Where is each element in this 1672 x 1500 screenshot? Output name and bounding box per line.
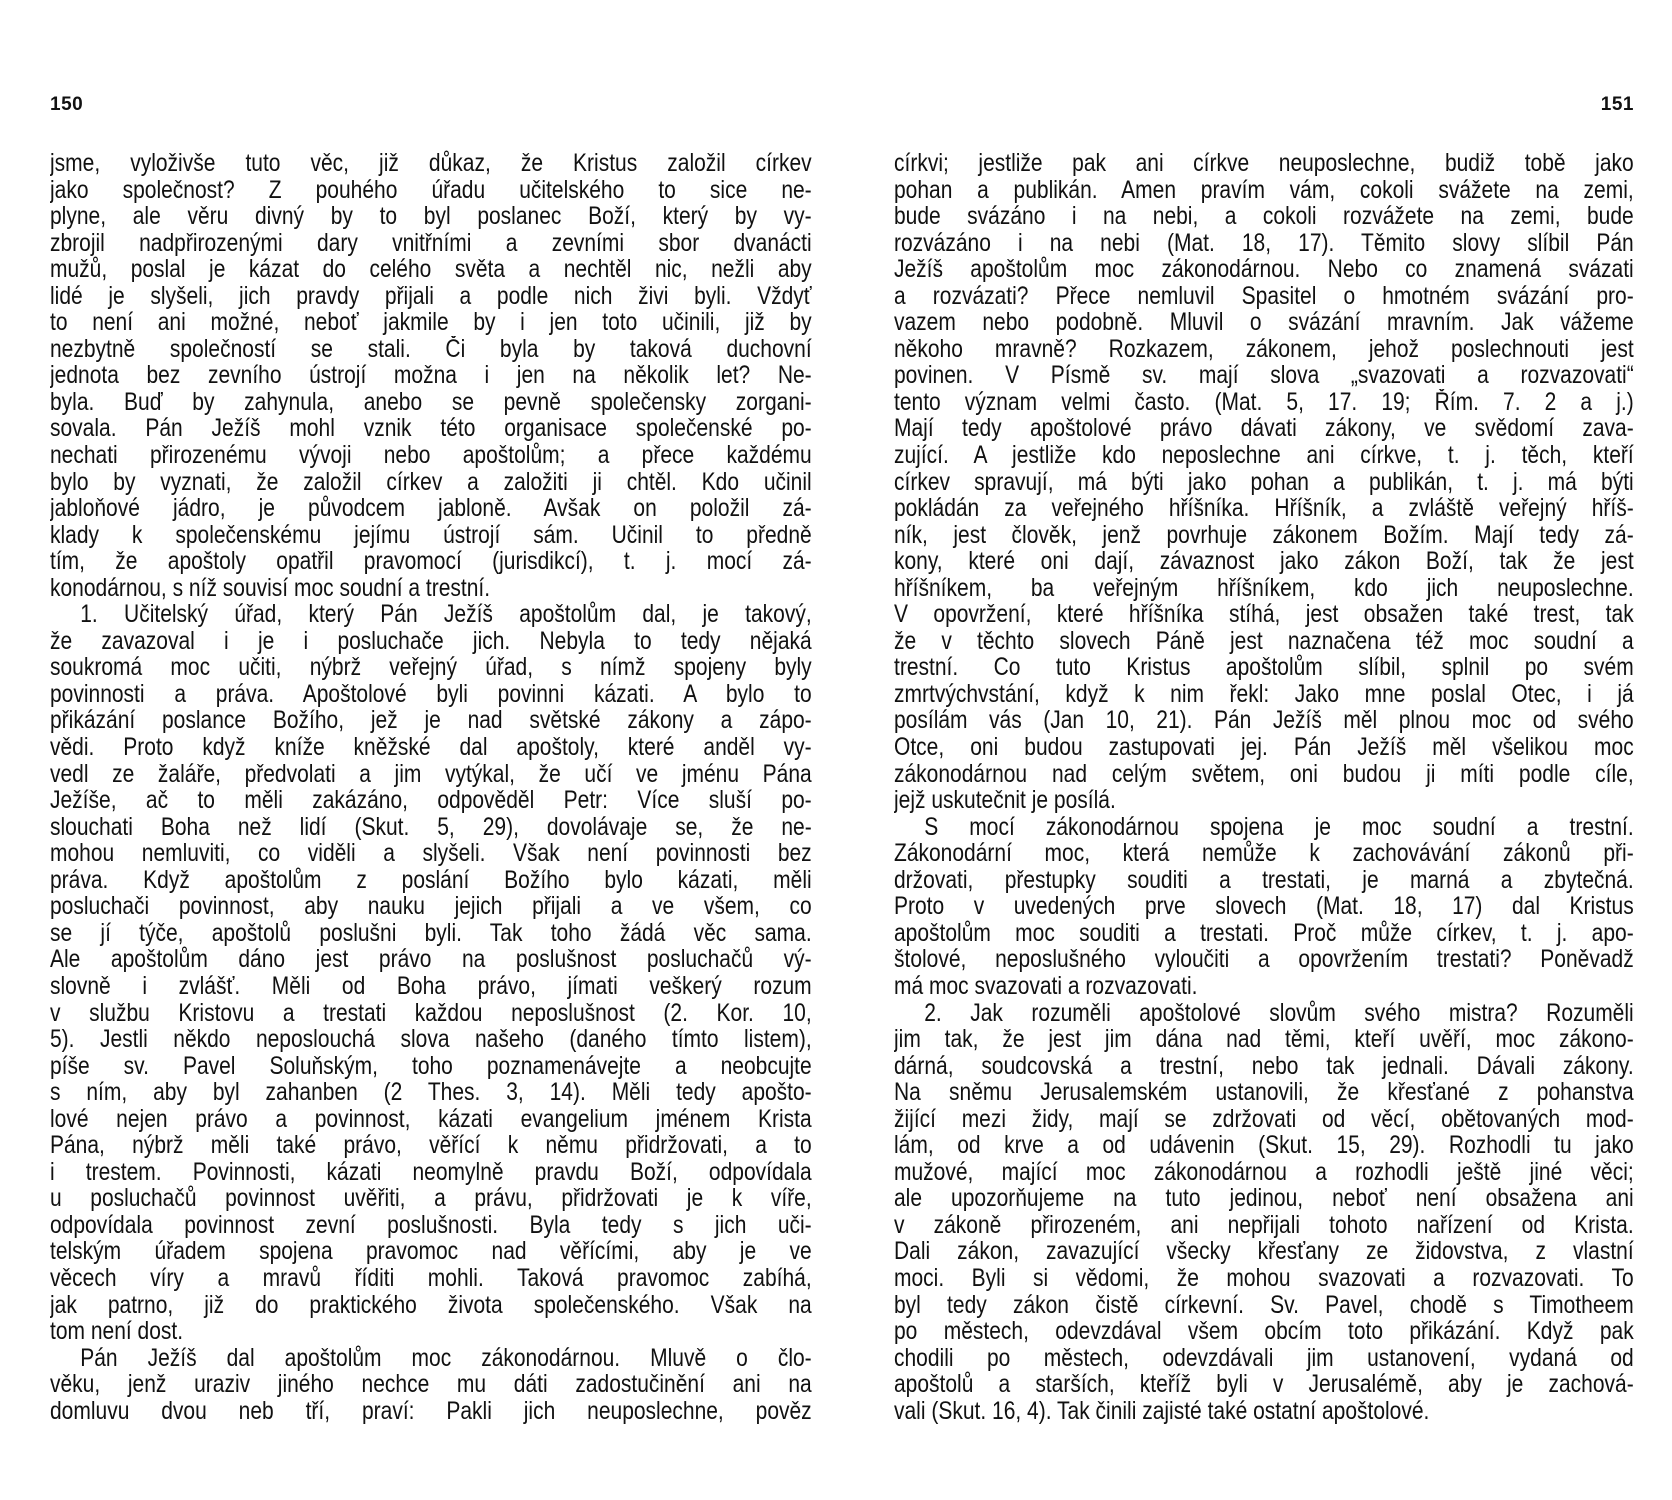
text-line: telským úřadem spojena pravomoc nad věřícími, aby je ve [50,1238,812,1265]
text-line: u posluchačů povinnost uvěřiti, a právu, přidržovati je k víře, [50,1185,812,1212]
text-line: S mocí zákonodárnou spojena je moc soudní a trestní. [924,813,1634,841]
text-line: vědi. Proto když kníže kněžské dal apoštoly, které anděl vy- [50,734,812,761]
text-line: někoho mravně? Rozkazem, zákonem, jehož poslechnouti jest [894,335,1634,363]
text-line: apoštolům moc souditi a trestati. Proč může církev, t. j. apo- [894,919,1634,947]
text-line: 1. Učitelský úřad, který Pán Ježíš apoštolům dal, je takový, [80,601,812,628]
text-line: Ježíše, ač to měli zakázáno, odpověděl Petr: Více sluší po- [50,787,812,814]
text-line: Pán Ježíš dal apoštolům moc zákonodárnou. Mluvě o člo- [80,1344,812,1372]
text-line: jako společnost? Z pouhého úřadu učitelského to sice ne- [50,176,812,204]
text-line: Na sněmu Jerusalemském ustanovili, že křesťané z pohanstva [894,1079,1634,1106]
text-line: a rozvázati? Přece nemluvil Spasitel o hmotném svázání pro- [894,282,1634,310]
text-line: hříšníkem, ba veřejným hříšníkem, kdo jich neuposlechne. [894,574,1634,602]
text-line: nezbytně společností se stali. Či byla by taková duchovní [50,335,812,363]
right-page-number: 151 [1600,94,1634,115]
text-line: kony, které oni dají, závaznost jako zákon Boží, tak že jest [894,548,1634,575]
text-line: nechati přirozenému vývoji nebo apoštolům; a přece každému [50,442,812,469]
text-line: se jí týče, apoštolů poslušni byli. Tak toho žádá věc sama. [50,919,812,947]
text-line: štolové, neposlušného vyloučiti a opovržením trestati? Poněvadž [894,946,1634,973]
text-line: 5). Jestli někdo neposlouchá slova našeho (daného tímto listem), [50,1026,812,1053]
text-line: pohan a publikán. Amen pravím vám, cokoli svážete na zemi, [894,176,1634,204]
text-line: že v těchto slovech Páně jest naznačena též moc soudní a [894,627,1634,655]
text-line: Dali zákon, zavazující všecky křesťany ze židovstva, z vlastní [894,1238,1634,1265]
text-line: tom není dost. [50,1318,184,1345]
text-line: mužové, mající moc zákonodárnou a rozhodli ještě jiné věci; [894,1158,1634,1186]
text-line: Ale apoštolům dáno jest právo na poslušnost posluchačů vý- [50,946,812,973]
left-page-number: 150 [50,94,84,115]
text-line: byla. Buď by zahynula, anebo se pevně společensky zorgani- [50,388,812,416]
text-line: píše sv. Pavel Soluňským, toho poznamenávejte a neobcujte [50,1052,812,1080]
text-line: jednota bez zevního ústrojí možna i jen na několik let? Ne- [50,362,812,389]
text-line: ale upozorňujeme na tuto jedinou, neboť není obsažena ani [894,1185,1634,1212]
text-line: jim tak, že jest jim dána nad těmi, kteří uvěří, moc zákono- [894,1026,1634,1053]
text-line: že zavazoval i je i posluchače jich. Nebyla to tedy nějaká [50,627,812,655]
text-line: V opovržení, které hříšníka stíhá, jest obsažen také trest, tak [894,601,1634,628]
text-line: to není ani možné, neboť jakmile by i jen toto učinili, již by [50,309,812,336]
text-line: mohou nemluviti, co viděli a slyšeli. Však není povinnosti bez [50,840,812,867]
text-line: věcech víry a mravů říditi mohli. Taková pravomoc zabíhá, [50,1264,812,1292]
text-line: mužů, poslal je kázat do celého světa a nechtěl nic, nežli aby [50,256,812,283]
text-line: církvi; jestliže pak ani církve neuposlechne, budiž tobě jako [894,150,1634,177]
text-line: Otce, oni budou zastupovati jej. Pán Ježíš měl všelikou moc [894,734,1634,761]
text-line: jak patrno, již do praktického života společenského. Však na [50,1291,812,1319]
text-line: rozvázáno i na nebi (Mat. 18, 17). Těmito slovy slíbil Pán [894,229,1634,257]
text-line: soukromá moc učiti, nýbrž veřejný úřad, s nímž spojeny byly [50,654,812,681]
text-line: chodili po městech, odevzdávali jim ustanovení, vydaná od [894,1344,1634,1372]
text-line: má moc svazovati a rozvazovati. [894,972,1198,1000]
text-line: držovati, přestupky souditi a trestati, je marná a zbytečná. [894,866,1634,894]
text-line: slouchati Boha než lidí (Skut. 5, 29), dovolávaje se, že ne- [50,813,812,841]
text-line: posílám vás (Jan 10, 21). Pán Ježíš měl plnou moc od svého [894,707,1634,735]
text-line: vedl ze žaláře, předvolati a jim vytýkal, že učí ve jménu Pána [50,760,812,788]
text-line: klady k společenskému jejímu ústrojí sám. Učinil to předně [50,521,812,549]
text-line: tento význam velmi často. (Mat. 5, 17. 19; Řím. 7. 2 a j.) [894,388,1634,416]
text-line: sovala. Pán Ježíš mohl vznik této organisace společenské po- [50,415,812,443]
text-line: vali (Skut. 16, 4). Tak činili zajisté také ostatní apoštolové. [894,1397,1430,1425]
text-line: v zákoně přirozeném, ani nepřijali tohoto nařízení od Krista. [894,1211,1634,1239]
text-line: Proto v uvedených prve slovech (Mat. 18, 17) dal Kristus [894,893,1634,920]
text-line: 2. Jak rozuměli apoštolové slovům svého mistra? Rozuměli [924,999,1634,1027]
text-line: v službu Kristovu a trestati každou neposlušnost (2. Kor. 10, [50,999,812,1027]
text-line: Mají tedy apoštolové právo dávati zákony, ve svědomí zava- [894,415,1634,443]
text-line: i trestem. Povinnosti, kázati neomylně pravdu Boží, odpovídala [50,1158,812,1186]
text-line: byl tedy zákon čistě církevní. Sv. Pavel, chodě s Timotheem [894,1291,1634,1319]
text-line: slovně i zvlášť. Měli od Boha právo, jímati veškerý rozum [50,972,812,1000]
text-line: apoštolů a starších, kteříž byli v Jerusalémě, aby je zachová- [894,1371,1634,1398]
text-line: plyne, ale věru divný by to byl poslanec Boží, který by vy- [50,203,812,230]
text-line: lám, od krve a od udávenin (Skut. 15, 29). Rozhodli tu jako [894,1132,1634,1159]
text-line: s ním, aby byl zahanben (2 Thes. 3, 14). Měli tedy apošto- [50,1079,812,1106]
text-line: dárná, soudcovská a trestní, nebo tak jednali. Dávali zákony. [894,1052,1634,1080]
text-line: práva. Když apoštolům z poslání Božího bylo kázati, měli [50,866,812,894]
text-line: zbrojil nadpřirozenými dary vnitřními a zevními sbor dvanácti [50,229,812,257]
text-line: církev spravují, má býti jako pohan a publikán, t. j. má býti [894,468,1634,496]
text-line: trestní. Co tuto Kristus apoštolům slíbil, splnil po svém [894,654,1634,681]
text-line: ník, jest člověk, jenž povrhuje zákonem Božím. Mají tedy zá- [894,521,1634,549]
right-page [894,0,1634,1500]
text-line: povinen. V Písmě sv. mají slova „svazovati a rozvazovati“ [894,362,1634,389]
text-line: přikázání poslance Božího, jež je nad světské zákony a zápo- [50,707,812,735]
text-line: zákonodárnou nad celým světem, oni budou ji míti podle cíle, [894,760,1634,788]
text-line: konodárnou, s níž souvisí moc soudní a trestní. [50,574,491,602]
text-line: věku, jenž uraziv jiného nechce mu dáti zadostučinění ani na [50,1371,812,1398]
left-page [50,0,812,1500]
right-page-text [894,150,1634,1424]
text-line: moci. Byli si vědomi, že mohou svazovati a rozvazovati. To [894,1264,1634,1292]
text-line: Pána, nýbrž měli také právo, věřící k němu přidržovati, a to [50,1132,812,1159]
text-line: bylo by vyznati, že založil církev a založiti ji chtěl. Kdo učinil [50,468,812,496]
text-line: zmrtvýchvstání, když k nim řekl: Jako mne poslal Otec, i já [894,680,1634,708]
text-line: odpovídala povinnost zevní poslušnosti. Byla tedy s jich uči- [50,1211,812,1239]
text-line: lidé je slyšeli, jich pravdy přijali a podle nich živi byli. Vždyť [50,282,812,310]
text-line: domluvu dvou neb tří, praví: Pakli jich neuposlechne, pověz [50,1397,812,1425]
text-line: Zákonodární moc, která nemůže k zachovávání zákonů při- [894,840,1634,867]
text-line: jejž uskutečnit je posílá. [894,787,1116,814]
text-line: zující. A jestliže kdo neposlechne ani církve, t. j. těch, kteří [894,442,1634,469]
text-line: posluchači povinnost, aby nauku jejich přijali a ve všem, co [50,893,812,920]
text-line: pokládán za veřejného hříšníka. Hříšník, a zvláště veřejný hříš- [894,495,1634,522]
text-line: jsme, vyloživše tuto věc, již důkaz, že Kristus založil církev [50,150,812,177]
text-line: žijící mezi židy, mají se zdržovati od věcí, obětovaných mod- [894,1105,1634,1133]
left-page-text [50,150,812,1424]
text-line: Ježíš apoštolům moc zákonodárnou. Nebo co znamená svázati [894,256,1634,283]
text-line: povinnosti a práva. Apoštolové byli povinni kázati. A bylo to [50,680,812,708]
text-line: vazem nebo podobně. Mluvil o svázání mravním. Jak vážeme [894,309,1634,336]
text-line: jabloňové jádro, je původcem jabloně. Avšak on položil zá- [50,495,812,522]
text-line: po městech, odevzdával všem obcím toto přikázání. Když pak [894,1318,1634,1345]
text-line: bude svázáno i na nebi, a cokoli rozvážete na zemi, bude [894,203,1634,230]
text-line: tím, že apoštoly opatřil pravomocí (jurisdikcí), t. j. mocí zá- [50,548,812,575]
text-line: lové nejen právo a povinnost, kázati evangelium jménem Krista [50,1105,812,1133]
